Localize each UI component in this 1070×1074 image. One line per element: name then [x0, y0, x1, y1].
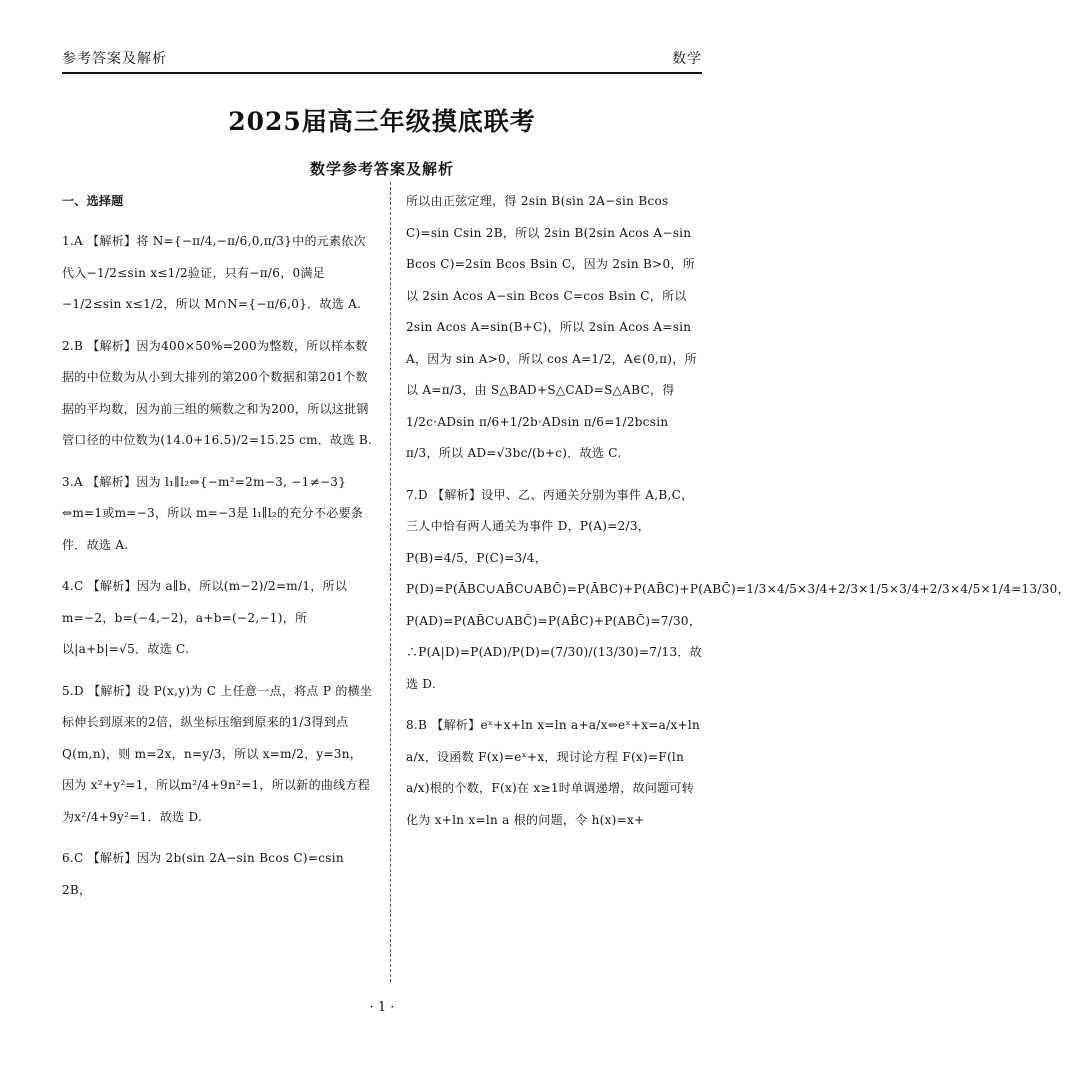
section-heading: 一、选择题: [62, 194, 124, 208]
document-subtitle: 数学参考答案及解析: [309, 160, 454, 178]
answer-item-6: 6.C 【解析】因为 2b(sin 2A−sin Bcos C)=csin 2B，: [62, 851, 344, 897]
document-title: 2025届高三年级摸底联考: [228, 107, 536, 136]
answer-item-5: 5.D 【解析】设 P(x,y)为 C 上任意一点，将点 P 的横坐标伸长到原来的2倍，纵坐标压缩到原来的1/3得到点 Q(m,n)，则 m=2x，n=y/3，所以 x=m/2，y=3n，因为 x²+y²=1，所以m²/4+9n²=1，所以新的曲线方程为x²/4+9y²=1．故选 D.: [62, 683, 373, 824]
column-divider: [390, 182, 391, 982]
right-column: [406, 186, 1070, 836]
answer-item-2: 2.B 【解析】因为400×50%=200为整数，所以样本数据的中位数为从小到大排列的第200个数据和第201个数据的平均数，因为前三组的频数之和为200，所以这批钢管口径的中位数为(14.0+16.5)/2=15.25 cm．故选 B.: [62, 338, 373, 447]
header-rule: [62, 72, 702, 74]
answer-item-6-continued: 所以由正弦定理，得 2sin B(sin 2A−sin Bcos C)=sin Csin 2B，所以 2sin B(2sin Acos A−sin Bcos C)=2sin Bcos Bsin C，因为 2sin B>0，所以 2sin Acos A−sin Bcos C=cos Bsin C，所以 2sin Acos A=sin(B+C)，所以 2sin Acos A=sin A，因为 sin A>0，所以 cos A=1/2，A∈(0,π)，所以 A=π/3，由 S△BAD+S△CAD=S△ABC，得1/2c·ADsin π/6+1/2b·ADsin π/6=1/2bcsin π/3，所以 AD=√3bc/(b+c)．故选 C.: [406, 194, 697, 460]
answer-item-7: 7.D 【解析】设甲、乙、丙通关分别为事件 A,B,C，三人中恰有两人通关为事件 D，P(A)=2/3，P(B)=4/5，P(C)=3/4，P(D)=P(ĀBC∪AB̄C∪ABC̄)=P(ĀBC)+P(AB̄C)+P(ABC̄)=1/3×4/5×3/4+2/3×1/5×3/4+2/3×4/5×1/4=13/30，P(AD)=P(AB̄C∪ABC̄)=P(AB̄C)+P(ABC̄)=7/30，∴P(A|D)=P(AD)/P(D)=(7/30)/(13/30)=7/13．故选 D.: [406, 487, 1070, 691]
header-subject-label: 数学: [672, 51, 702, 67]
answer-item-4: 4.C 【解析】因为 a∥b，所以(m−2)/2=m/1，所以 m=−2，b=(−4,−2)，a+b=(−2,−1)，所以|a+b|=√5．故选 C.: [62, 579, 348, 656]
page-header: [62, 48, 702, 70]
answer-item-1: 1.A 【解析】将 N={−π/4,−π/6,0,π/3}中的元素依次代入−1/2≤sin x≤1/2验证，只有−π/6，0满足−1/2≤sin x≤1/2，所以 M∩N={−π/6,0}．故选 A.: [62, 234, 366, 311]
answer-item-3: 3.A 【解析】因为 l₁∥l₂⇔{−m²=2m−3, −1≠−3}⇔m=1或m=−3，所以 m=−3是 l₁∥l₂的充分不必要条件．故选 A.: [62, 474, 364, 552]
left-column: [62, 186, 374, 906]
answer-item-8: 8.B 【解析】eˣ+x+ln x=ln a+a/x⇔eˣ+x=a/x+ln a/x，设函数 F(x)=eˣ+x，现讨论方程 F(x)=F(ln a/x)根的个数，F(x)在 x≥1时单调递增，故问题可转化为 x+ln x=ln a 根的问题，令 h(x)=x+: [406, 718, 701, 827]
header-left-label: 参考答案及解析: [62, 51, 167, 67]
page-number: · 1 ·: [369, 1000, 395, 1015]
